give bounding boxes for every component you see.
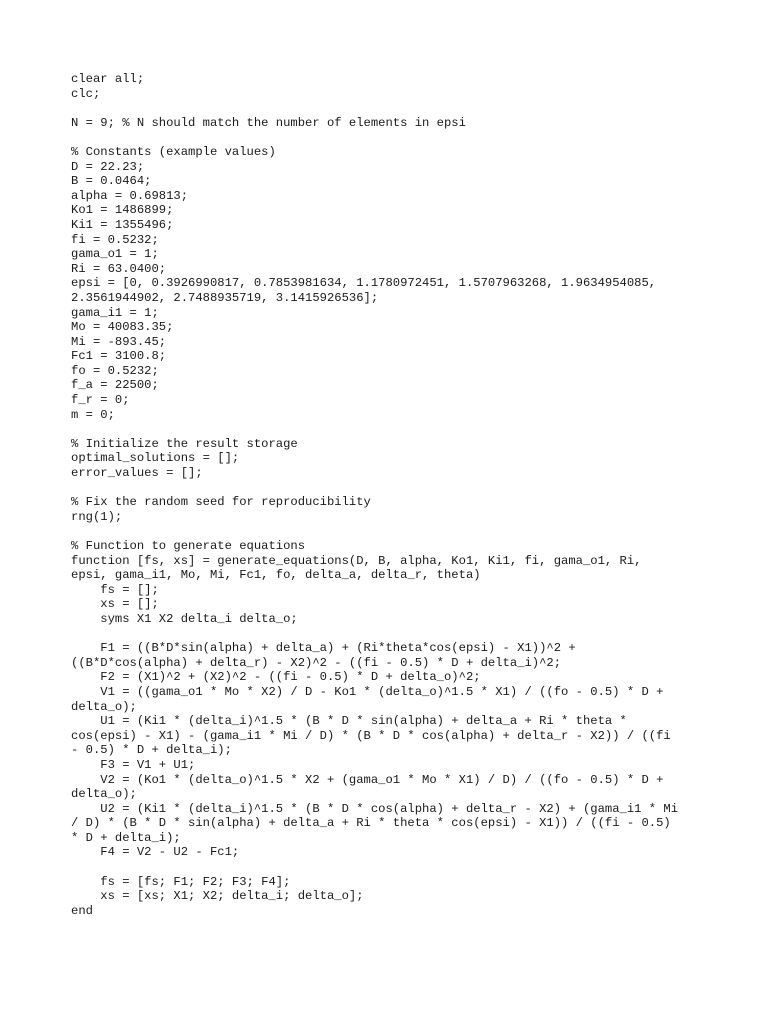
code-line <box>71 524 711 539</box>
code-line: gama_i1 = 1; <box>71 305 159 320</box>
code-line: Ko1 = 1486899; <box>71 203 174 218</box>
code-line: U1 = (Ki1 * (delta_i)^1.5 * (B * D * sin(alpha) + delta_a + Ri * theta * <box>71 714 627 729</box>
code-line: fo = 0.5232; <box>71 363 159 378</box>
code-line: F3 = V1 + U1; <box>71 757 196 772</box>
code-line: xs = [xs; X1; X2; delta_i; delta_o]; <box>71 889 364 904</box>
code-line: V1 = ((gama_o1 * Mo * X2) / D - Ko1 * (delta_o)^1.5 * X1) / ((fo - 0.5) * D + <box>71 684 664 699</box>
code-line: clear all; <box>71 72 145 86</box>
code-line: 2.3561944902, 2.7488935719, 3.1415926536]; <box>71 290 379 305</box>
code-block <box>71 72 711 918</box>
code-line: % Fix the random seed for reproducibility <box>71 495 371 510</box>
code-line <box>71 481 711 496</box>
code-line: xs = []; <box>71 597 159 612</box>
code-line: epsi, gama_i1, Mo, Mi, Fc1, fo, delta_a, delta_r, theta) <box>71 568 481 583</box>
code-line: % Constants (example values) <box>71 144 276 159</box>
code-line: syms X1 X2 delta_i delta_o; <box>71 611 298 626</box>
code-line: % Function to generate equations <box>71 539 306 553</box>
code-line: ((B*D*cos(alpha) + delta_r) - X2)^2 - ((fi - 0.5) * D + delta_i)^2; <box>71 655 562 670</box>
code-line <box>71 627 711 642</box>
code-line: fs = []; <box>71 582 159 597</box>
code-line: Ri = 63.0400; <box>71 261 167 276</box>
code-line: Ki1 = 1355496; <box>71 217 174 232</box>
code-line: % Initialize the result storage <box>71 436 298 451</box>
code-line: epsi = [0, 0.3926990817, 0.7853981634, 1.1780972451, 1.5707963268, 1.9634954085, <box>71 276 657 291</box>
code-line: V2 = (Ko1 * (delta_o)^1.5 * X2 + (gama_o1 * Mo * X1) / D) / ((fo - 0.5) * D + <box>71 772 664 787</box>
code-line: N = 9; % N should match the number of elements in epsi <box>71 115 466 130</box>
code-line: fi = 0.5232; <box>71 232 159 247</box>
code-line <box>71 130 711 145</box>
code-line: m = 0; <box>71 407 115 422</box>
code-line: error_values = []; <box>71 466 203 481</box>
code-line: clc; <box>71 86 101 101</box>
code-line: delta_o); <box>71 699 137 714</box>
code-line: - 0.5) * D + delta_i); <box>71 743 232 758</box>
code-line: * D + delta_i); <box>71 830 181 845</box>
code-line: F1 = ((B*D*sin(alpha) + delta_a) + (Ri*theta*cos(epsi) - X1))^2 + <box>71 641 576 656</box>
code-line: end <box>71 903 93 918</box>
code-line: D = 22.23; <box>71 159 145 174</box>
code-line: f_r = 0; <box>71 393 130 408</box>
code-line: Fc1 = 3100.8; <box>71 349 167 364</box>
code-line: / D) * (B * D * sin(alpha) + delta_a + Ri * theta * cos(epsi) - X1)) / ((fi - 0.5) <box>71 816 671 831</box>
code-line: cos(epsi) - X1) - (gama_i1 * Mi / D) * (B * D * cos(alpha) + delta_r - X2)) / ((fi <box>71 728 671 743</box>
code-line: B = 0.0464; <box>71 174 152 189</box>
code-line: F2 = (X1)^2 + (X2)^2 - ((fi - 0.5) * D + delta_o)^2; <box>71 670 481 685</box>
code-line: F4 = V2 - U2 - Fc1; <box>71 845 240 860</box>
code-line: U2 = (Ki1 * (delta_i)^1.5 * (B * D * cos(alpha) + delta_r - X2) + (gama_i1 * Mi <box>71 801 679 816</box>
code-line <box>71 860 711 875</box>
code-line <box>71 422 711 437</box>
code-line: function [fs, xs] = generate_equations(D, B, alpha, Ko1, Ki1, fi, gama_o1, Ri, <box>71 553 642 568</box>
code-line: rng(1); <box>71 509 123 524</box>
code-line: f_a = 22500; <box>71 378 159 393</box>
code-line <box>71 101 711 116</box>
code-line: gama_o1 = 1; <box>71 247 159 262</box>
code-line: delta_o); <box>71 787 137 802</box>
code-line: alpha = 0.69813; <box>71 188 189 203</box>
code-line: optimal_solutions = []; <box>71 451 240 466</box>
code-line: fs = [fs; F1; F2; F3; F4]; <box>71 874 291 889</box>
code-line: Mi = -893.45; <box>71 334 167 349</box>
code-line: Mo = 40083.35; <box>71 320 174 335</box>
